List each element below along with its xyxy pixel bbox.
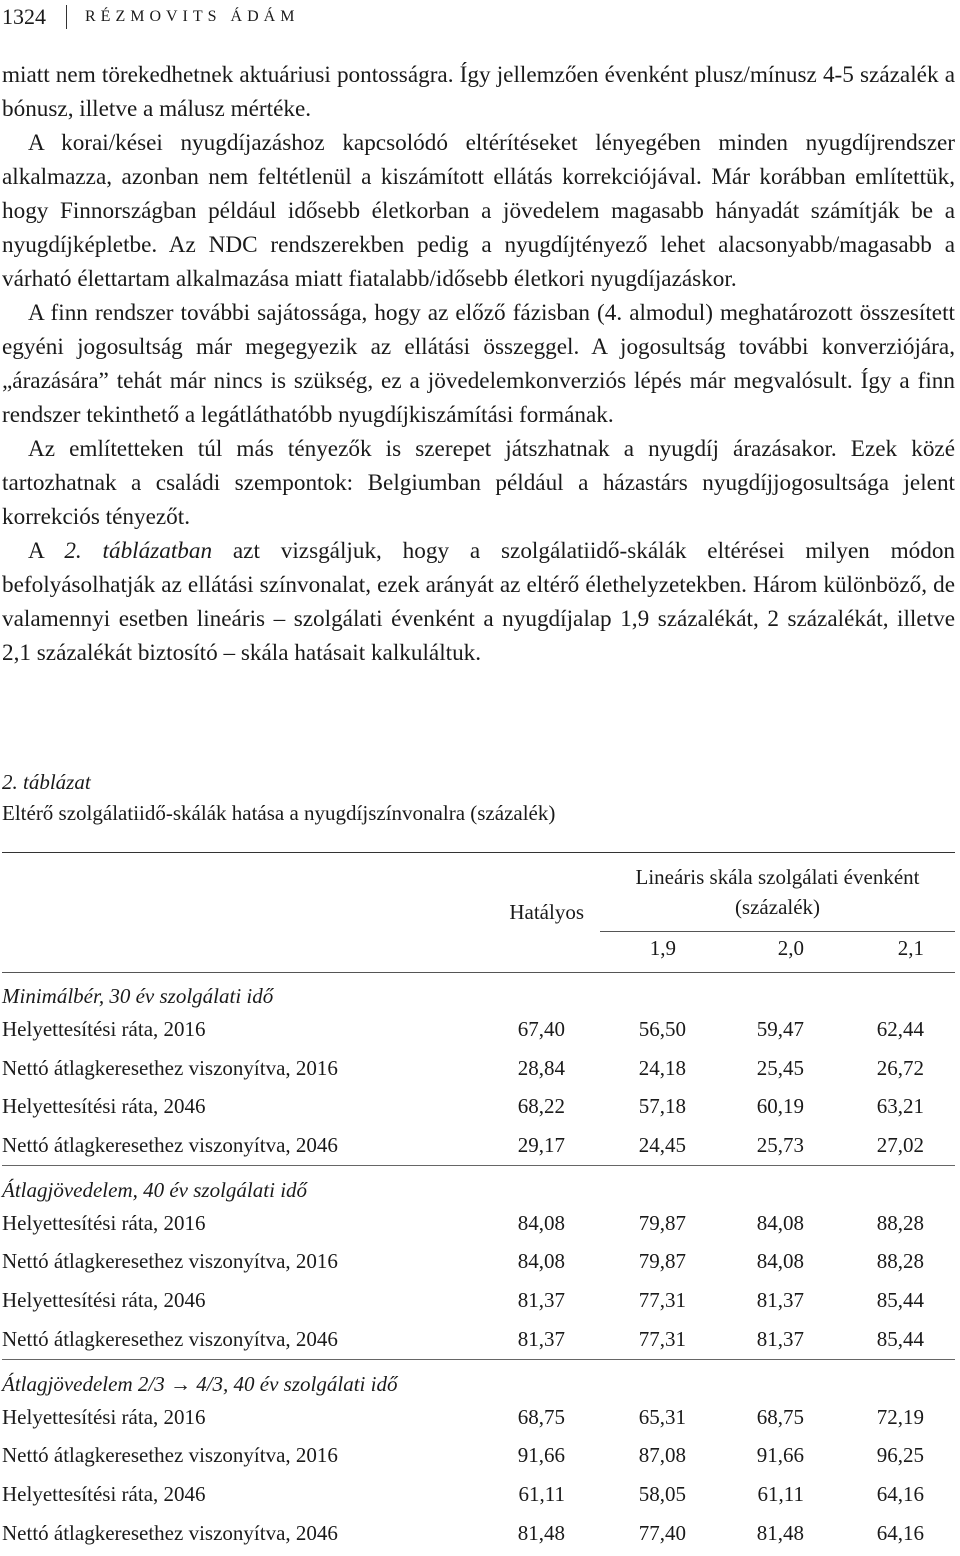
row-label: Helyettesítési ráta, 2016 (2, 1210, 206, 1235)
row-label: Helyettesítési ráta, 2016 (2, 1404, 206, 1429)
column-header: 1,9 (649, 936, 676, 960)
table-reference: 2. táblázatban (64, 538, 213, 564)
cell-2-1: 26,72 (876, 1055, 924, 1080)
table-row (2, 1514, 955, 1553)
cell-hatalyos: 84,08 (517, 1249, 565, 1274)
table-row (2, 1242, 955, 1281)
page-header (0, 0, 960, 34)
cell-hatalyos: 67,40 (517, 1017, 565, 1041)
column-group-header (600, 862, 955, 922)
cell-2-1: 96,25 (876, 1443, 924, 1468)
cell-hatalyos: 28,84 (517, 1055, 565, 1080)
cell-2-0: 60,19 (756, 1094, 804, 1119)
cell-hatalyos: 81,48 (517, 1520, 565, 1545)
cell-2-1: 88,28 (876, 1249, 924, 1274)
row-label: Nettó átlagkeresethez viszonyítva, 2016 (2, 1443, 338, 1468)
cell-2-1: 85,44 (876, 1326, 924, 1351)
cell-2-1: 64,16 (876, 1520, 924, 1545)
table-top-rule (2, 852, 955, 853)
column-header: 2,1 (897, 936, 924, 960)
cell-1-9: 77,31 (638, 1288, 686, 1313)
table-row (2, 1010, 955, 1049)
cell-hatalyos: 68,75 (517, 1404, 565, 1429)
running-head: RÉZMOVITS ÁDÁM (85, 8, 300, 25)
row-label: Nettó átlagkeresethez viszonyítva, 2046 (2, 1326, 338, 1351)
cell-2-1: 64,16 (876, 1481, 924, 1506)
table-section (2, 972, 955, 1166)
cell-2-0: 61,11 (757, 1481, 804, 1506)
cell-2-0: 81,37 (756, 1326, 804, 1351)
body-text (2, 58, 955, 670)
table-row (2, 1475, 955, 1514)
paragraph: A finn rendszer további sajátossága, hogy az előző fázisban (4. almodul) meghatározott összesített egyéni jogosultság már megegyezik az ellátási összeggel. A jogosultság további konverziójára, „árazására” tehát már nincs is szükség, ez a jövedelemkonverziós lépés már megvalósult. Így a finn rendszer tekinthető a legátláthatóbb nyugdíjkiszámítási formának. (2, 300, 955, 428)
paragraph: A korai/kései nyugdíjazáshoz kapcsolódó eltérítéseket lényegében minden nyugdíjrendszer alkalmazza, azonban nem feltétlenül a kiszámított ellátás korrekciójával. Már korábban említettük, hogy Finnországban például idősebb életkorban a jövedelem magasabb hányadát számítják be a nyugdíjképletbe. Az NDC rendszerekben pedig a nyugdíjtényező lehet alacsonyabb/magasabb a várható élettartam alkalmazása miatt fiatalabb/idősebb életkori nyugdíjazáskor. (2, 130, 955, 292)
cell-2-1: 62,44 (876, 1017, 924, 1041)
cell-1-9: 79,87 (638, 1249, 686, 1274)
cell-2-0: 84,08 (756, 1249, 804, 1274)
paragraph: Az említetteken túl más tényezők is szerepet játszhatnak a nyugdíj árazásakor. Ezek közé tartozhatnak a családi szempontok: Belgiumban például a házastárs nyugdíjjogosultsága jelent korrekciós tényezőt. (2, 436, 955, 530)
cell-1-9: 79,87 (638, 1210, 686, 1235)
table-row (2, 1126, 955, 1165)
column-group-unit: (százalék) (734, 895, 821, 919)
page-number: 1324 (2, 4, 46, 29)
row-label: Nettó átlagkeresethez viszonyítva, 2046 (2, 1133, 338, 1158)
column-group-title: Lineáris skála szolgálati évenként (635, 865, 920, 889)
cell-hatalyos: 61,11 (518, 1481, 565, 1506)
cell-2-1: 63,21 (876, 1094, 924, 1119)
table-row (2, 1436, 955, 1475)
cell-2-0: 81,37 (756, 1288, 804, 1313)
cell-1-9: 77,40 (638, 1520, 686, 1545)
cell-2-0: 81,48 (756, 1520, 804, 1545)
cell-2-1: 72,19 (876, 1404, 924, 1429)
cell-hatalyos: 29,17 (517, 1133, 565, 1158)
section-title: Minimálbér, 30 év szolgálati idő (2, 984, 274, 1008)
row-label: Nettó átlagkeresethez viszonyítva, 2016 (2, 1055, 338, 1080)
cell-2-1: 27,02 (876, 1133, 924, 1158)
section-title: Átlagjövedelem 2/3 → 4/3, 40 év szolgálati idő (2, 1371, 398, 1396)
table-row (2, 1281, 955, 1320)
paragraph-table-reference (2, 534, 955, 670)
cell-2-0: 84,08 (756, 1210, 804, 1235)
cell-1-9: 57,18 (638, 1094, 686, 1119)
cell-2-1: 88,28 (876, 1210, 924, 1235)
cell-hatalyos: 81,37 (517, 1288, 565, 1313)
cell-1-9: 24,18 (638, 1055, 686, 1080)
paragraph: miatt nem törekedhetnek aktuáriusi pontosságra. Így jellemzően évenként plusz/mínusz 4-5 százalék a bónusz, illetve a málusz mértéke. (2, 62, 955, 122)
cell-2-0: 25,73 (756, 1133, 804, 1158)
cell-hatalyos: 84,08 (517, 1210, 565, 1235)
table-section (2, 1166, 955, 1360)
paragraph-text: azt vizsgáljuk, hogy a szolgálatiidő-skálák eltérései milyen módon befolyásolhatják az ellátási színvonalat, ezek arányát az eltérő élethelyzetekben. Három különböző, de valamennyi esetben lineáris – szolgálati évenként a nyugdíjalap 1,9 százalékát, 2 százalékát, illetve 2,1 százalékát biztosító – skála hatásait kalkuláltuk. (2, 538, 956, 666)
cell-2-0: 68,75 (756, 1404, 804, 1429)
table-row (2, 1320, 955, 1359)
column-group-rule (600, 931, 955, 932)
section-title: Átlagjövedelem, 40 év szolgálati idő (2, 1177, 308, 1202)
cell-hatalyos: 68,22 (517, 1094, 565, 1119)
cell-1-9: 65,31 (638, 1404, 686, 1429)
cell-2-0: 91,66 (756, 1443, 804, 1468)
table-row (2, 1204, 955, 1243)
cell-2-0: 25,45 (756, 1055, 804, 1080)
cell-1-9: 77,31 (638, 1326, 686, 1351)
paragraph-text: A (28, 538, 65, 564)
row-label: Helyettesítési ráta, 2046 (2, 1288, 206, 1313)
cell-hatalyos: 81,37 (517, 1326, 565, 1351)
column-header: 2,0 (777, 936, 804, 960)
table-title: Eltérő szolgálatiidő-skálák hatása a nyugdíjszínvonalra (százalék) (2, 801, 556, 825)
table-row (2, 1049, 955, 1088)
cell-hatalyos: 91,66 (517, 1443, 565, 1468)
cell-2-0: 59,47 (756, 1017, 804, 1041)
header-divider (66, 5, 67, 29)
table-row (2, 1398, 955, 1437)
cell-2-1: 85,44 (876, 1288, 924, 1313)
row-label: Nettó átlagkeresethez viszonyítva, 2016 (2, 1249, 338, 1274)
column-header-hatalyos: Hatályos (509, 900, 584, 924)
table-label: 2. táblázat (2, 770, 91, 794)
cell-1-9: 56,50 (638, 1017, 686, 1041)
row-label: Helyettesítési ráta, 2046 (2, 1094, 206, 1119)
cell-1-9: 24,45 (638, 1133, 686, 1158)
cell-1-9: 58,05 (638, 1481, 686, 1506)
row-label: Helyettesítési ráta, 2046 (2, 1481, 206, 1506)
table-section (2, 1360, 955, 1553)
table-body (2, 972, 955, 1552)
cell-1-9: 87,08 (638, 1443, 686, 1468)
row-label: Nettó átlagkeresethez viszonyítva, 2046 (2, 1520, 338, 1545)
table-row (2, 1087, 955, 1126)
row-label: Helyettesítési ráta, 2016 (2, 1017, 206, 1041)
